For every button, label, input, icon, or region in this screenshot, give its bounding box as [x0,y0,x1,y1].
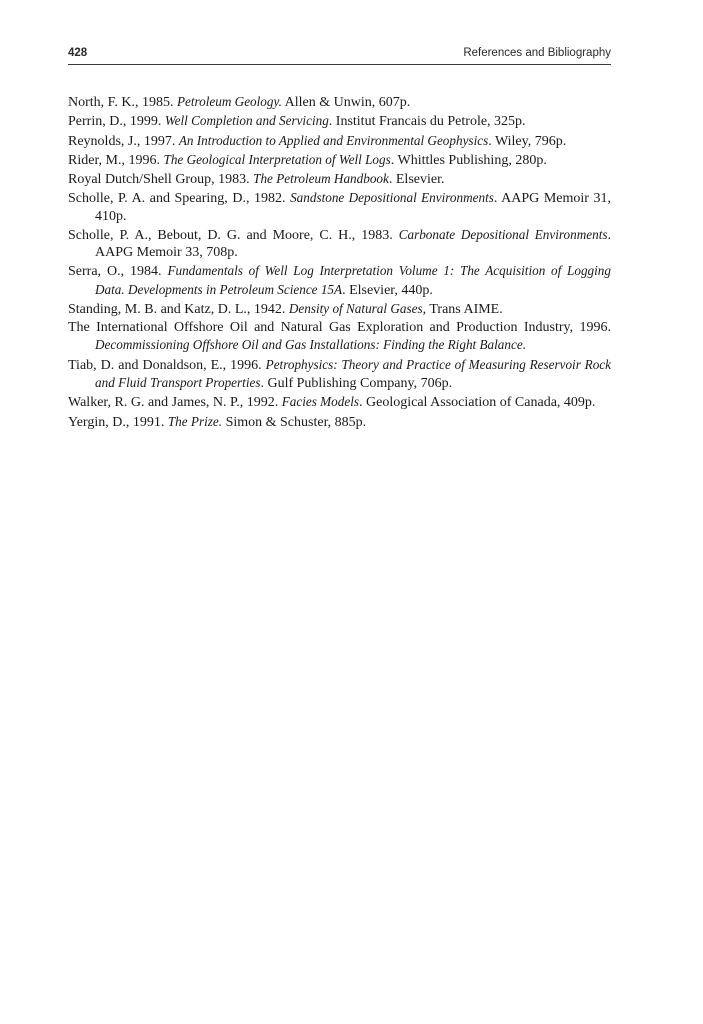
reference-entry [68,112,611,130]
reference-authors-year: Scholle, P. A., Bebout, D. G. and Moore, C. H., 1983. [68,227,399,243]
reference-publisher: . Whittles Publishing, 280p. [390,152,547,168]
reference-authors-year: The International Offshore Oil and Natural Gas Exploration and Production Industry, 1996. [68,320,611,336]
reference-entry [68,132,611,150]
reference-entry [68,356,611,392]
reference-publisher: Simon & Schuster, 885p. [222,414,367,430]
reference-entry [68,300,611,318]
reference-title: The Prize. [167,413,223,429]
reference-title: Petrophysics: Theory and Practice of Measuring Reservoir Rock and Fluid Transport Properties [95,356,611,390]
reference-title: Petroleum Geology. [176,94,282,109]
page-number: 428 [68,47,88,59]
reference-publisher: . AAPG Memoir 33, 708p. [95,227,611,261]
reference-title: The Geological Interpretation of Well Logs [163,151,391,167]
reference-publisher: . Gulf Publishing Company, 706p. [260,375,453,391]
reference-title: Facies Models [281,394,360,410]
reference-authors-year: Perrin, D., 1999. [68,114,165,130]
running-head: References and Bibliography [463,47,611,59]
reference-publisher: Allen & Unwin, 607p. [281,95,411,110]
reference-authors-year: Walker, R. G. and James, N. P., 1992. [68,395,282,411]
reference-title: The Petroleum Handbook [253,171,389,187]
reference-publisher: . AAPG Memoir 31, 410p. [95,191,612,224]
reference-title: Carbonate Depositional Environments [398,226,608,242]
reference-title: Well Completion and Servicing [164,113,329,129]
reference-publisher: . Institut Francais du Petrole, 325p. [328,114,526,130]
reference-title: Fundamentals of Well Log Interpretation Volume 1: The Acquisition of Logging Data. Developments in Petroleum Science 15A [95,263,611,297]
reference-authors-year: Standing, M. B. and Katz, D. L., 1942. [68,301,289,317]
reference-entry [68,262,611,298]
reference-authors-year: Yergin, D., 1991. [68,414,168,430]
page-header [68,44,611,65]
reference-title: An Introduction to Applied and Environmental Geophysics [178,132,489,148]
reference-authors-year: Scholle, P. A. and Spearing, D., 1982. [68,191,291,207]
reference-title: Decommissioning Offshore Oil and Gas Installations: Finding the Right Balance. [95,337,527,353]
reference-entry [68,189,611,224]
reference-entry [68,226,611,261]
reference-authors-year: Tiab, D. and Donaldson, E., 1996. [68,357,266,373]
reference-publisher: . Wiley, 796p. [488,133,567,149]
reference-title: Density of Natural Gases [288,300,423,316]
reference-authors-year: Rider, M., 1996. [68,152,164,168]
reference-entry [68,413,611,431]
reference-authors-year: North, F. K., 1985. [68,95,177,110]
reference-title: Sandstone Depositional Environments [290,190,494,206]
reference-authors-year: Royal Dutch/Shell Group, 1983. [68,172,254,188]
reference-authors-year: Serra, O., 1984. [68,264,168,280]
reference-entry [68,170,611,188]
reference-publisher: . Elsevier. [388,172,445,188]
reference-entry [68,393,611,411]
reference-publisher: . Geological Association of Canada, 409p. [359,395,596,411]
reference-list [68,93,611,432]
reference-authors-year: Reynolds, J., 1997. [68,133,179,149]
reference-publisher: . Elsevier, 440p. [342,282,433,298]
reference-publisher: , Trans AIME. [422,301,503,317]
reference-entry [68,319,611,354]
reference-entry [68,93,611,111]
reference-entry [68,151,611,169]
